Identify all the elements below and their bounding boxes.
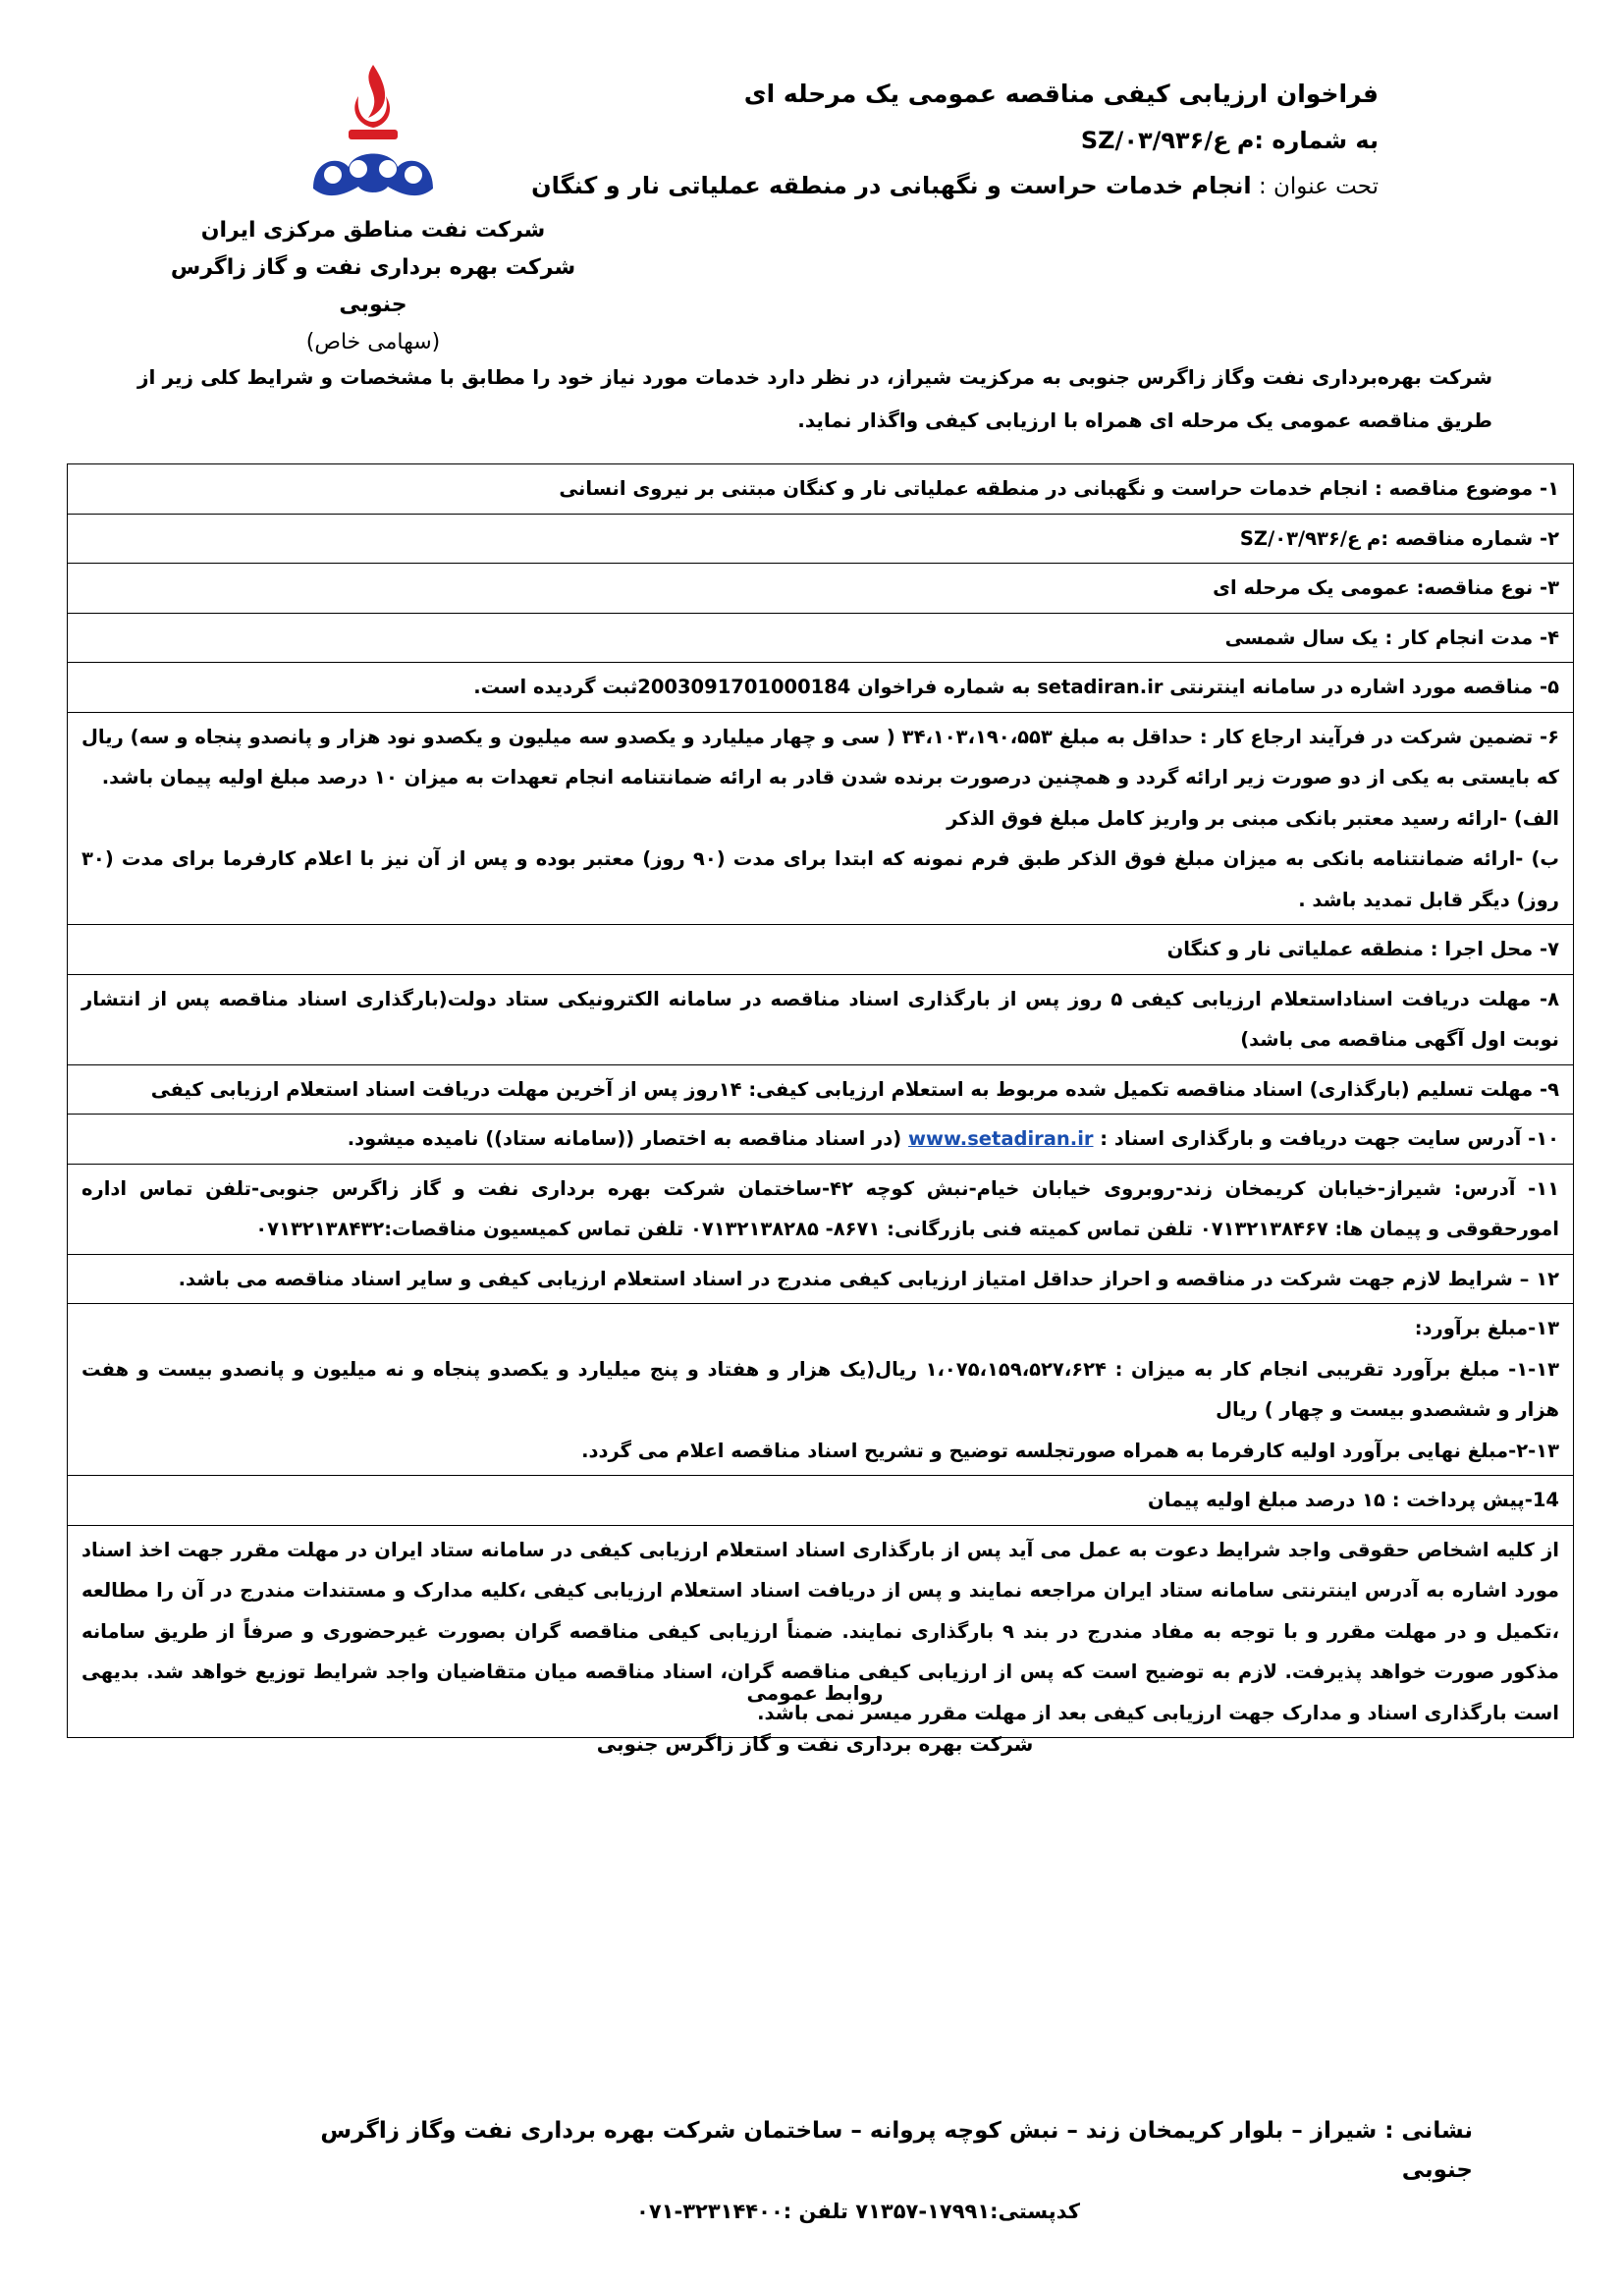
item-website [68,1115,1573,1165]
tender-subject [495,163,1379,209]
org-type: (سهامی خاص) [305,330,441,354]
item-subject: ۱- موضوع مناقصه : انجام خدمات حراست و نگهبانی در منطقه عملیاتی نار و کنگان مبتنی بر نیروی انسانی [68,464,1573,515]
item5-code: 2003091701000184 [637,676,851,698]
nioc-logo-icon [299,57,447,204]
setadiran-link[interactable]: www.setadiran.ir [907,1127,1094,1150]
org-name-company: شرکت بهره برداری نفت و گاز زاگرس جنوبی [170,255,576,317]
signature-company: شرکت بهره برداری نفت و گاز زاگرس جنوبی [596,1732,1034,1756]
item-prepayment [68,1476,1573,1526]
item6-option-alef: الف) -ارائه رسید معتبر بانکی مبنی بر واریز کامل مبلغ فوق الذکر [947,806,1559,830]
item-number: ۲- شماره مناقصه :م ع/SZ/۰۳/۹۳۶ [68,515,1573,565]
item-conditions: ۱۲ – شرایط لازم جهت شرکت در مناقصه و احراز حداقل امتیاز ارزیابی کیفی مندرج در اسناد استعلام ارزیابی کیفی و سایر اسناد مناقصه می باشد. [68,1255,1573,1305]
tender-number: به شماره :م ع/SZ/۰۳/۹۳۶ [1080,127,1379,154]
item14-number: 14 [1532,1489,1559,1511]
closing-paragraph: از کلیه اشخاص حقوقی واجد شرایط دعوت به عمل می آید پس از بارگذاری اسناد استعلام ارزیابی کیفی در سامانه ستاد ایران در مهلت مقرر جهت اخذ اسناد مورد اشاره به آدرس اینترنتی سامانه ستاد ایران مراجعه نمایند و پس از دریافت اسناد استعلام ارزیابی کیفی ،کلیه مدارک و مستندات مندرج در آن را مطالعه ،تکمیل و در مهلت مقرر و با توجه به مفاد مندرج در بند ۹ بارگذاری نمایند. ضمناً ارزیابی کیفی مناقصه گران بصورت غیرحضوری و صرفاً از طریق سامانه مذکور صورت خواهد پذیرفت. لازم به توضیح است که پس از ارزیابی کیفی مناقصه گران، اسناد مناقصه میان متقاضیان واجد شرایط توزیع خواهد شد. بدیهی است بارگذاری اسناد و مدارک جهت ارزیابی کیفی بعد از مهلت مقرر میسر نمی باشد. [81,1538,1559,1724]
item13-title: ۱۳-مبلغ برآورد: [1414,1317,1559,1339]
item-submission-deadline: ۹- مهلت تسلیم (بارگذاری) اسناد مناقصه تکمیل شده مربوط به استعلام ارزیابی کیفی: ۱۴روز پس از آخرین مهلت دریافت اسناد استعلام ارزیابی کیفی [68,1065,1573,1115]
item6-main: ۶- تضمین شرکت در فرآیند ارجاع کار : حداقل به مبلغ ۳۴،۱۰۳،۱۹۰،۵۵۳ ( سی و چهار میلیارد و یکصدو سه میلیون و یکصدو نود هزار و پانصدو پنجاه و سه) ریال که بایستی به یکی از دو صورت زیر ارائه گردد و همچنین درصورت برنده شدن قادر به ارائه ضمانتنامه انجام تعهدات به میزان ۱۰ درصد مبلغ اولیه پیمان باشد. [81,725,1559,789]
subject-prefix: تحت عنوان : [1251,174,1379,199]
item-estimate [68,1304,1573,1476]
item13-sub1: ۱-۱۳- مبلغ برآورد تقریبی انجام کار به میزان : ۱،۰۷۵،۱۵۹،۵۲۷،۶۲۴ ریال(یک هزار و هفتاد و پنج میلیارد و یکصدو پنجاه و نه میلیون و پانصدو بیست و هفت هزار و ششصدو بیست و چهار ) ریال [81,1357,1560,1421]
item-type: ۳- نوع مناقصه: عمومی یک مرحله ای [68,564,1573,614]
item5-text-a: ۵- مناقصه مورد اشاره در سامانه اینترنتی [1163,676,1559,698]
item10-text-a: ۱۰- آدرس سایت جهت دریافت و بارگذاری اسناد : [1093,1127,1559,1150]
item-address: ۱۱- آدرس: شیراز-خیابان کریمخان زند-روبروی خیابان خیام-نبش کوچه ۴۲-ساختمان شرکت بهره برداری نفت و گاز زاگرس جنوبی-تلفن تماس اداره امورحقوقی و پیمان ها: ۰۷۱۳۲۱۳۸۴۶۷ تلفن تماس کمیته فنی بازرگانی: ۸۶۷۱- ۰۷۱۳۲۱۳۸۲۸۵ تلفن تماس کمیسیون مناقصات:۰۷۱۳۲۱۳۸۴۳۲ [68,1165,1573,1255]
title-block [495,71,1379,209]
org-name-parent: شرکت نفت مناطق مرکزی ایران [200,218,546,243]
item10-text-b: (در اسناد مناقصه به اختصار ((سامانه ستاد)) نامیده میشود. [347,1127,908,1150]
item13-sub2: ۲-۱۳-مبلغ نهایی برآورد اولیه کارفرما به همراه صورتجلسه توضیح و تشریح اسناد مناقصه اعلام می گردد. [581,1439,1559,1462]
signature-block [491,1667,1139,1769]
item-location: ۷- محل اجرا : منطقه عملیاتی نار و کنگان [68,925,1573,975]
document-title: فراخوان ارزیابی کیفی مناقصه عمومی یک مرحله ای [743,80,1379,108]
item5-site: setadiran.ir [1037,676,1164,698]
item-docs-deadline: ۸- مهلت دریافت اسناداستعلام ارزیابی کیفی ۵ روز پس از بارگذاری اسناد مناقصه در سامانه الکترونیکی ستاد دولت(بارگذاری اسناد مناقصه پس از انتشار نوبت اول آگهی مناقصه می باشد) [68,975,1573,1065]
item5-text-c: ثبت گردیده است. [473,676,638,698]
item14-text: -پیش پرداخت : ۱۵ درصد مبلغ اولیه پیمان [1148,1489,1533,1511]
intro-paragraph: شرکت بهره‌برداری نفت وگاز زاگرس جنوبی به مرکزیت شیراز، در نظر دارد خدمات مورد نیاز خود را مطابق با مشخصات و شرایط کلی زیر از طریق مناقصه عمومی یک مرحله ای همراه با ارزیابی کیفی واگذار نماید. [137,365,1492,432]
signature-department: روابط عمومی [746,1681,884,1705]
item6-option-be: ب) -ارائه ضمانتنامه بانکی به میزان مبلغ فوق الذکر طبق فرم نمونه که ابتدا برای مدت (۹۰ روز) معتبر بوده و پس از آن نیز با اعلام کارفرما برای مدت (۳۰ روز) دیگر قابل تمدید باشد . [81,847,1559,911]
tender-items-table [67,463,1574,1738]
item-duration: ۴- مدت انجام کار : یک سال شمسی [68,614,1573,664]
item-guarantee [68,713,1573,926]
item-registration [68,663,1573,713]
subject-text: انجام خدمات حراست و نگهبانی در منطقه عملیاتی نار و کنگان [531,172,1252,199]
footer-address: نشانی : شیراز – بلوار کریمخان زند – نبش کوچه پروانه – ساختمان شرکت بهره برداری نفت وگاز زاگرس جنوبی [320,2118,1473,2183]
footer-postal-phone: کدپستی:۱۷۹۹۱-۷۱۳۵۷ تلفن :۳۲۳۱۴۴۰۰-۰۷۱ [636,2200,1080,2223]
item5-text-b: به شماره فراخوان [850,676,1038,698]
